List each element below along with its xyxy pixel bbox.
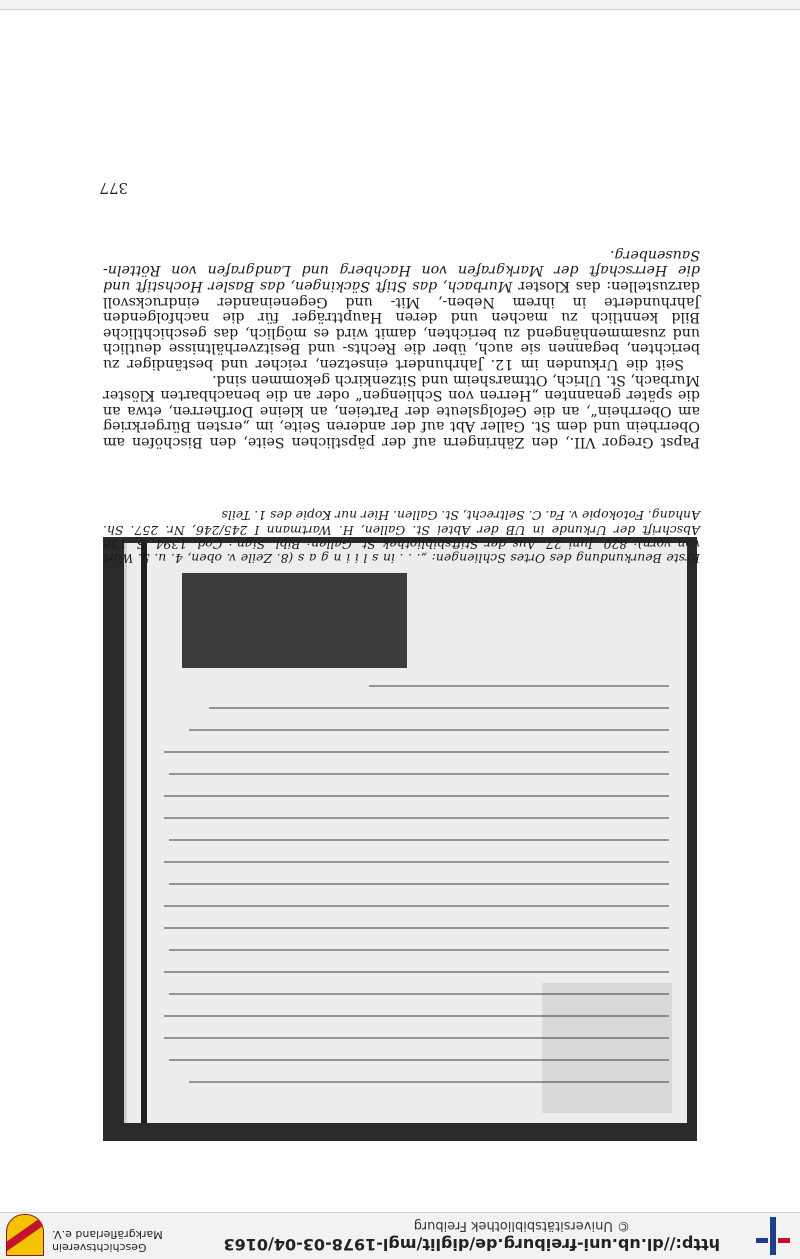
viewer-footer (0, 0, 800, 10)
society-crest-icon (6, 1214, 44, 1256)
paragraph-2 (103, 246, 700, 371)
figure-caption: Erste Beurkundung des Ortes Schliengen: „. . . in s l i i n g a s (8. Zeile v. oben, 4. u. 5. Wort von vorn); 820, Juni 27. Aus der Stiftsbibliothek St. Gallen; Bibl. Sign.: Cod. 1394, S. 138 Abschrift der Urkunde in UB der Abtei St. Gallen, H. Wartmann I 245/246, Nr. 257. Sh. Anhang. Fotokopie v. Fa. C. Seltrecht, St. Gallen. Hier nur Kopie des 1. Teils (103, 508, 700, 566)
paragraph-1: Papst Gregor VII., den Zähringern auf der päpstlichen Seite, den Bischöfen am Oberrhein und dem St. Galler Abt auf der anderen Seite, im „ersten Bürgerkrieg am Oberrhein“, an die Gefolgsleute der Parteien, an kleine Dorfherren, etwa an die später genannten „Herren von Schliengen“ oder an die benachbarten Klöster Murbach, St. Ulrich, Ottmarsheim und Sitzenkirch gekommen sind. (103, 371, 700, 450)
page-number: 377 (99, 179, 128, 197)
society-line-1: Geschichtsverein (52, 1241, 147, 1254)
society-line-2: Markgräflerland e.V. (52, 1228, 163, 1241)
manuscript-photo (103, 537, 697, 1141)
paragraph-2-italic: Murbach, das Stift Säckingen, das Basler Hochstift und die Herrschaft der Markgrafen von Hachberg und Landgrafen von Rötteln-Sausenberg. (103, 246, 700, 295)
source-url-link[interactable]: http://dl.ub.uni-freiburg.de/diglit/mgl-1978-03-04/0163 (223, 1235, 720, 1254)
parchment-fold (542, 983, 672, 1113)
page-edge (141, 543, 147, 1123)
society-name (52, 1228, 163, 1254)
copyright-notice: © Universitätsbibliothek Freiburg (413, 1218, 630, 1233)
viewer-header (0, 1212, 800, 1259)
body-text (103, 246, 700, 449)
parchment (124, 543, 687, 1123)
seal-strip (182, 573, 407, 668)
paragraph-2-text: Seit die Urkunden im 12. Jahrhundert einsetzen, reicher und beständiger zu berichten, begannen sie auch, über die Rechts- und Besitzverhältnisse deutlich und zusammenhängend zu berichten, damit wird es möglich, das geschichtliche Bild kenntlich zu machen und deren Hauptträger für die nachfolgenden Jahrhunderte in ihrem Neben-, Mit- und Gegeneinander eindrucksvoll darzustellen: das Kloster (103, 278, 700, 373)
ub-freiburg-logo-icon (752, 1217, 792, 1255)
